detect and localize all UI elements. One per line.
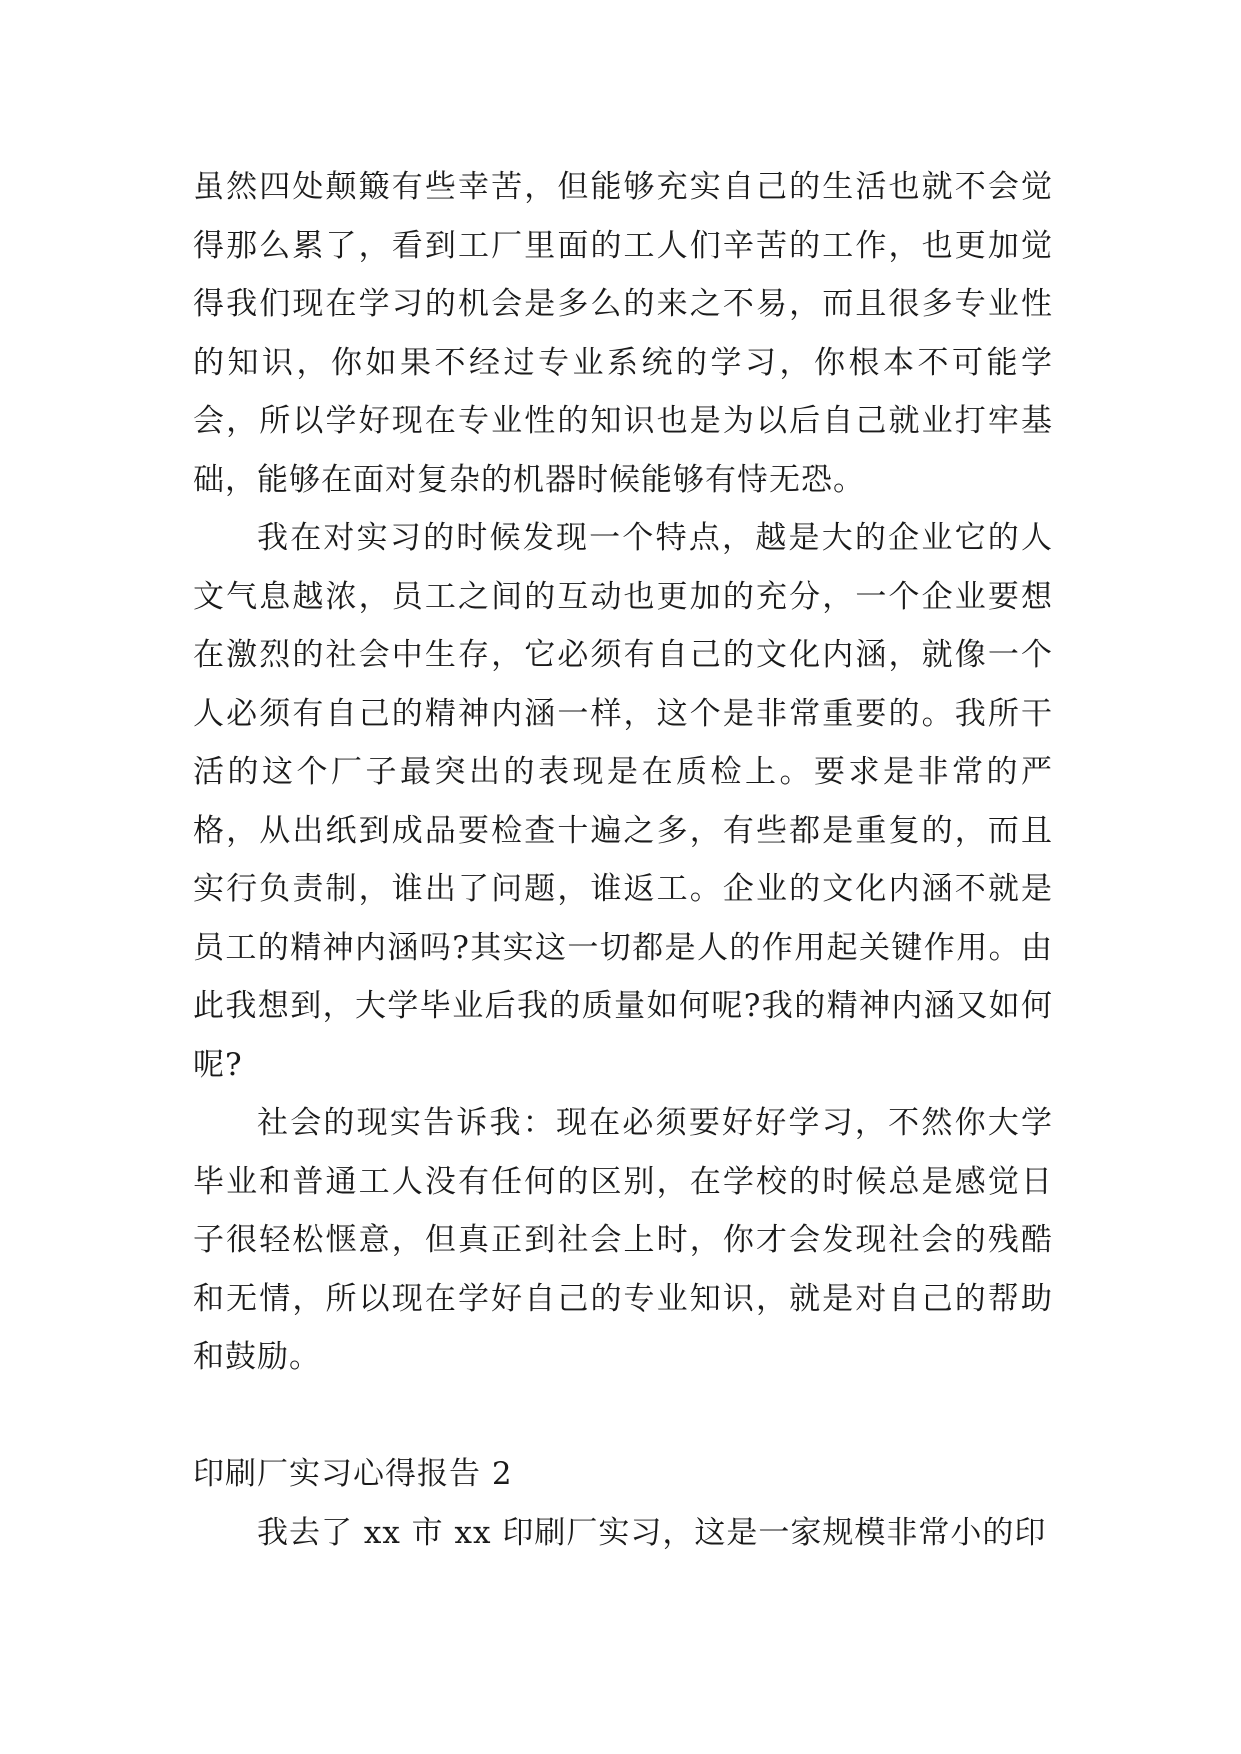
paragraph-3: 社会的现实告诉我：现在必须要好好学习，不然你大学毕业和普通工人没有任何的区别，在学校的时候总是感觉日子很轻松惬意，但真正到社会上时，你才会发现社会的残酷和无情，所以现在学好自己的专业知识，就是对自己的帮助和鼓励。 bbox=[193, 1105, 1053, 1375]
section-heading: 印刷厂实习心得报告 2 bbox=[193, 1456, 513, 1492]
section-paragraph: 我去了 xx 市 xx 印刷厂实习，这是一家规模非常小的印 bbox=[257, 1514, 1047, 1551]
paragraph-1: 虽然四处颠簸有些幸苦，但能够充实自己的生活也就不会觉得那么累了，看到工厂里面的工人们辛苦的工作，也更加觉得我们现在学习的机会是多么的来之不易，而且很多专业性的知识，你如果不经过专业系统的学习，你根本不可能学会，所以学好现在专业性的知识也是为以后自己就业打牢基础，能够在面对复杂的机器时候能够有恃无恐。 bbox=[193, 169, 1053, 498]
paragraph-2: 我在对实习的时候发现一个特点，越是大的企业它的人文气息越浓，员工之间的互动也更加的充分，一个企业要想在激烈的社会中生存，它必须有自己的文化内涵，就像一个人必须有自己的精神内涵一样，这个是非常重要的。我所干活的这个厂子最突出的表现是在质检上。要求是非常的严格，从出纸到成品要检查十遍之多，有些都是重复的，而且实行负责制，谁出了问题，谁返工。企业的文化内涵不就是员工的精神内涵吗?其实这一切都是人的作用起关键作用。由此我想到，大学毕业后我的质量如何呢?我的精神内涵又如何呢? bbox=[193, 520, 1053, 1083]
section-spacer bbox=[193, 1387, 1053, 1446]
document-page bbox=[193, 158, 1053, 1562]
